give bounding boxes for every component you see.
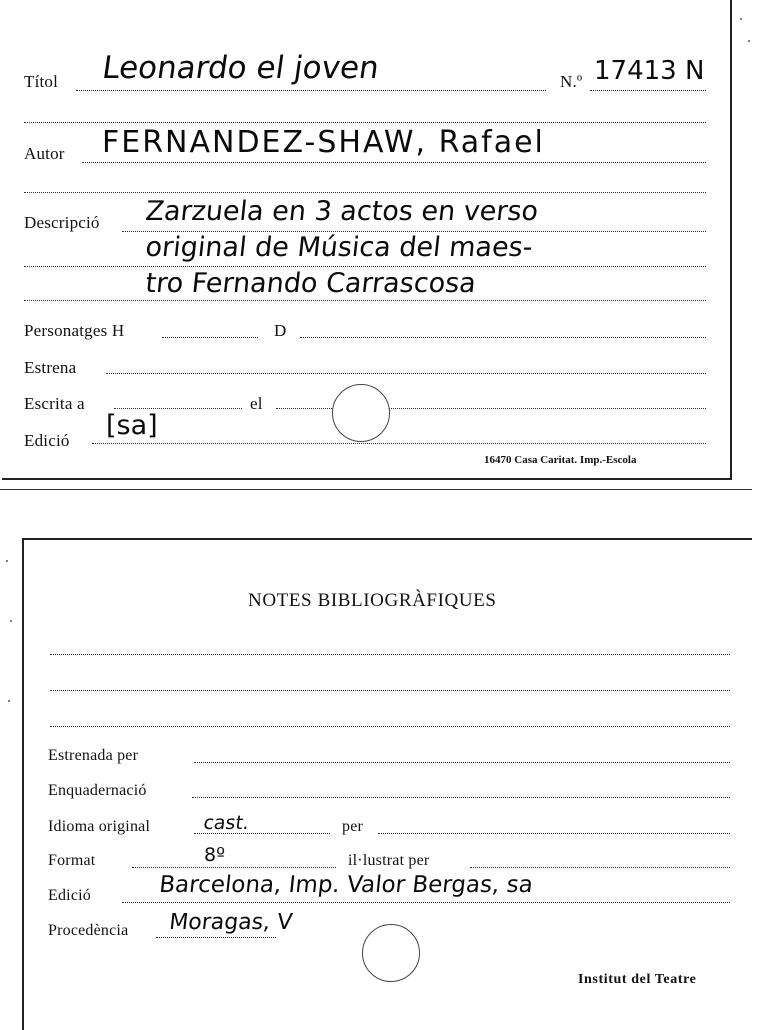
per-line bbox=[378, 833, 730, 834]
numero-label: N.º bbox=[560, 72, 583, 91]
per-label: per bbox=[342, 818, 364, 835]
notes-line-1 bbox=[50, 654, 730, 655]
autor-extra-line bbox=[24, 192, 706, 193]
scan-speck bbox=[8, 700, 10, 702]
printer-imprint: 16470 Casa Caritat. Imp.-Escola bbox=[484, 454, 637, 466]
scan-speck bbox=[748, 40, 750, 42]
format-line bbox=[132, 867, 336, 868]
format-value: 8º bbox=[204, 844, 226, 866]
descripcio-value-2: original de Música del maes- bbox=[144, 232, 535, 263]
estrena-line bbox=[106, 373, 706, 374]
procedencia-line bbox=[156, 937, 276, 938]
personatges-h-line bbox=[162, 337, 258, 338]
procedencia-value: Moragas, V bbox=[168, 910, 294, 935]
el-label: el bbox=[250, 394, 263, 413]
scan-speck bbox=[10, 620, 12, 622]
edicio-label: Edició bbox=[24, 431, 70, 450]
card-heading: NOTES BIBLIOGRÀFIQUES bbox=[248, 590, 497, 611]
titol-extra-line bbox=[24, 122, 706, 123]
escrita-label: Escrita a bbox=[24, 394, 85, 413]
idioma-value: cast. bbox=[202, 812, 251, 834]
titol-line bbox=[76, 90, 546, 91]
descripcio-value-1: Zarzuela en 3 actos en verso bbox=[144, 196, 540, 227]
catalog-card-front bbox=[2, 0, 732, 480]
escrita-line bbox=[114, 408, 242, 409]
titol-value: Leonardo el joven bbox=[100, 50, 382, 86]
descripcio-line-2 bbox=[24, 266, 706, 267]
edicio-back-line bbox=[122, 902, 730, 903]
institution-brand: Institut del Teatre bbox=[578, 972, 697, 987]
procedencia-label: Procedència bbox=[48, 922, 129, 939]
personatges-label: Personatges H bbox=[24, 321, 125, 340]
descripcio-line-3 bbox=[24, 300, 706, 301]
autor-line bbox=[82, 162, 706, 163]
estrenada-line bbox=[194, 762, 730, 763]
d-label: D bbox=[274, 321, 287, 340]
scan-speck bbox=[740, 18, 742, 20]
illustrat-line bbox=[470, 867, 730, 868]
enquadernacio-line bbox=[192, 797, 730, 798]
idioma-label: Idioma original bbox=[48, 818, 151, 835]
estrenada-label: Estrenada per bbox=[48, 747, 139, 764]
descripcio-value-3: tro Fernando Carrascosa bbox=[144, 268, 478, 299]
titol-label: Títol bbox=[24, 72, 59, 91]
notes-line-2 bbox=[50, 690, 730, 691]
edicio-value: [sa] bbox=[106, 410, 158, 441]
edicio-line bbox=[92, 443, 706, 444]
edicio-back-value: Barcelona, Imp. Valor Bergas, sa bbox=[158, 872, 535, 898]
numero-line bbox=[590, 90, 706, 91]
edicio-back-label: Edició bbox=[48, 887, 91, 904]
descripcio-label: Descripció bbox=[24, 213, 100, 232]
scan-speck bbox=[6, 560, 8, 562]
format-label: Format bbox=[48, 852, 96, 869]
estrena-label: Estrena bbox=[24, 358, 77, 377]
personatges-d-line bbox=[300, 337, 706, 338]
punch-hole bbox=[362, 924, 420, 982]
illustrat-label: il·lustrat per bbox=[348, 852, 430, 869]
punch-hole bbox=[332, 384, 390, 442]
page-separator bbox=[0, 489, 752, 490]
notes-line-3 bbox=[50, 726, 730, 727]
autor-label: Autor bbox=[24, 144, 65, 163]
catalog-card-back bbox=[22, 538, 752, 1030]
numero-value: 17413 N bbox=[594, 56, 705, 86]
enquadernacio-label: Enquadernació bbox=[48, 782, 147, 799]
autor-value: FERNANDEZ-SHAW, Rafael bbox=[102, 125, 545, 160]
